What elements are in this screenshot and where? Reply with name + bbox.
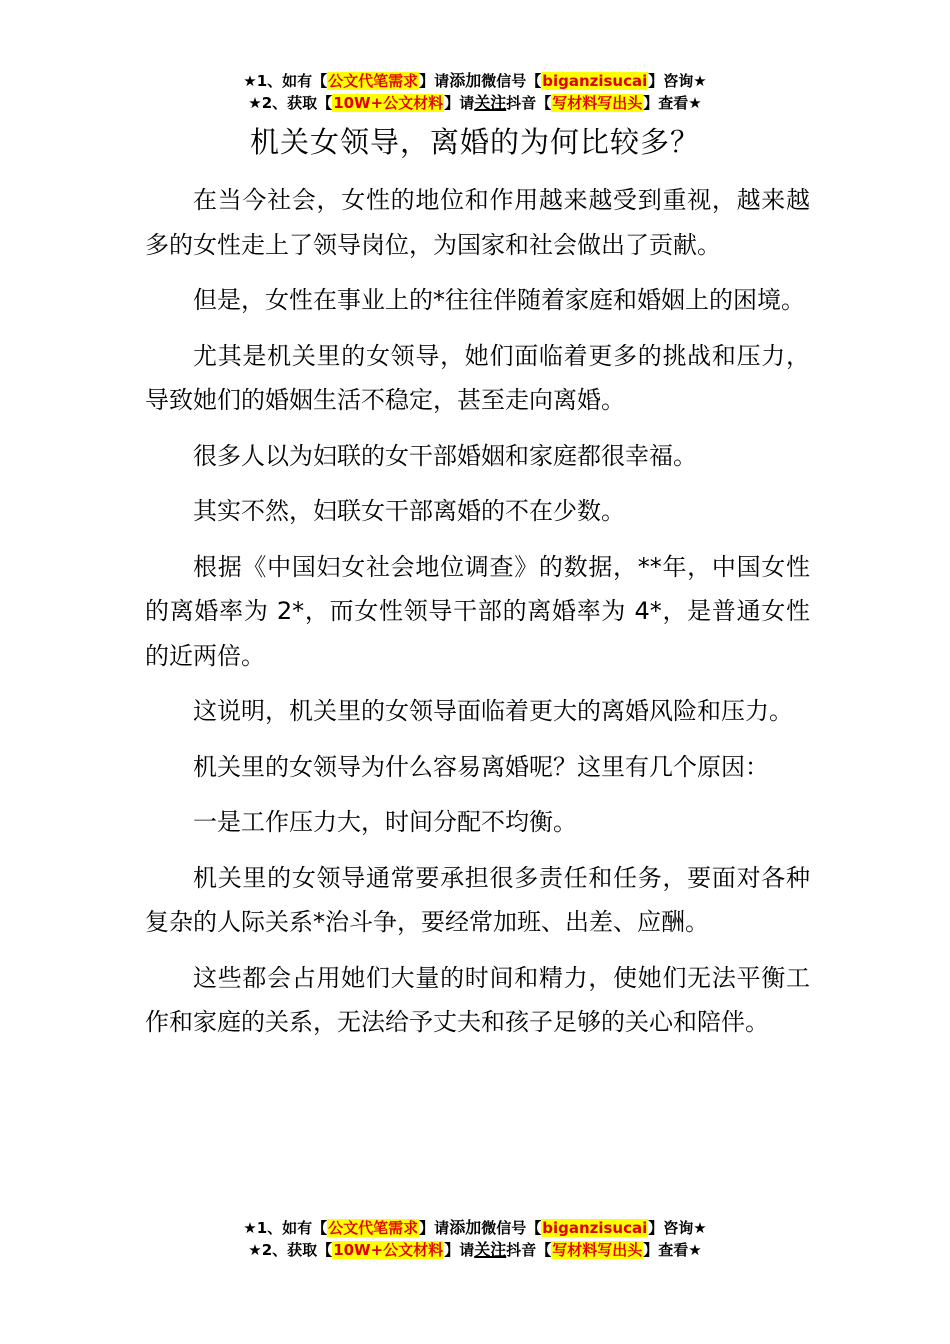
- banner-highlight-wechat: biganzisucai: [542, 72, 648, 90]
- header-banner: [0, 70, 950, 114]
- banner-highlight-materials: 10W+公文材料: [333, 94, 444, 112]
- paragraph: 其实不然，妇联女干部离婚的不在少数。: [193, 497, 625, 525]
- banner-text: 微信号【: [481, 1219, 542, 1237]
- banner-text: ★2、获取【: [248, 1241, 333, 1259]
- banner-emphasis: 关注: [474, 1240, 507, 1259]
- banner-text: 】请: [419, 1219, 450, 1237]
- banner-text: 】请: [419, 72, 450, 90]
- banner-highlight-wechat: biganzisucai: [542, 1219, 648, 1237]
- article-body: [145, 178, 810, 1056]
- banner-text: 】咨询★: [648, 72, 707, 90]
- banner-highlight-service: 公文代笔需求: [328, 1219, 419, 1237]
- banner-text: ★1、如有【: [243, 1219, 328, 1237]
- banner-line-2: [0, 1239, 950, 1261]
- banner-line-2: [0, 92, 950, 114]
- paragraph: 但是，女性在事业上的*往往伴随着家庭和婚姻上的困境。: [193, 286, 805, 314]
- paragraph: 在当今社会，女性的地位和作用越来越受到重视，越来越多的女性走上了领导岗位，为国家和社会做出了贡献。: [145, 186, 810, 259]
- banner-line-1: [0, 70, 950, 92]
- banner-highlight-service: 公文代笔需求: [328, 72, 419, 90]
- paragraph: 这说明，机关里的女领导面临着更大的离婚风险和压力。: [193, 697, 793, 725]
- banner-text: 】请: [444, 94, 475, 112]
- article-title: 机关女领导，离婚的为何比较多？: [249, 125, 700, 159]
- banner-text: 】咨询★: [648, 1219, 707, 1237]
- banner-text: 抖音【: [506, 1241, 552, 1259]
- paragraph: 机关里的女领导为什么容易离婚呢？这里有几个原因：: [193, 752, 769, 781]
- banner-text: 】查看★: [643, 94, 702, 112]
- paragraph: 一是工作压力大，时间分配不均衡。: [193, 808, 577, 836]
- banner-text: ★2、获取【: [248, 94, 333, 112]
- banner-highlight-douyin: 写材料写出头: [552, 1241, 643, 1259]
- banner-highlight-materials: 10W+公文材料: [333, 1241, 444, 1259]
- banner-emphasis: 关注: [474, 93, 507, 112]
- paragraph: 根据《中国妇女社会地位调查》的数据，**年，中国女性的离婚率为 2*，而女性领导干部的离婚率为 4*，是普通女性的近两倍。: [145, 552, 810, 670]
- paragraph: 尤其是机关里的女领导，她们面临着更多的挑战和压力，导致她们的婚姻生活不稳定，甚至走向离婚。: [145, 341, 810, 414]
- banner-highlight-douyin: 写材料写出头: [552, 94, 643, 112]
- banner-text: 】查看★: [643, 1241, 702, 1259]
- banner-text: ★1、如有【: [243, 72, 328, 90]
- banner-line-1: [0, 1217, 950, 1239]
- banner-text: 抖音【: [506, 94, 552, 112]
- banner-emphasis: 添加: [449, 1218, 482, 1237]
- banner-text: 】请: [444, 1241, 475, 1259]
- paragraph: 机关里的女领导通常要承担很多责任和任务，要面对各种复杂的人际关系*治斗争，要经常加班、出差、应酬。: [145, 863, 810, 936]
- paragraph: 这些都会占用她们大量的时间和精力，使她们无法平衡工作和家庭的关系，无法给予丈夫和孩子足够的关心和陪伴。: [145, 963, 810, 1036]
- banner-emphasis: 添加: [449, 71, 482, 90]
- paragraph: 很多人以为妇联的女干部婚姻和家庭都很幸福。: [193, 441, 697, 470]
- banner-text: 微信号【: [481, 72, 542, 90]
- footer-banner: [0, 1217, 950, 1261]
